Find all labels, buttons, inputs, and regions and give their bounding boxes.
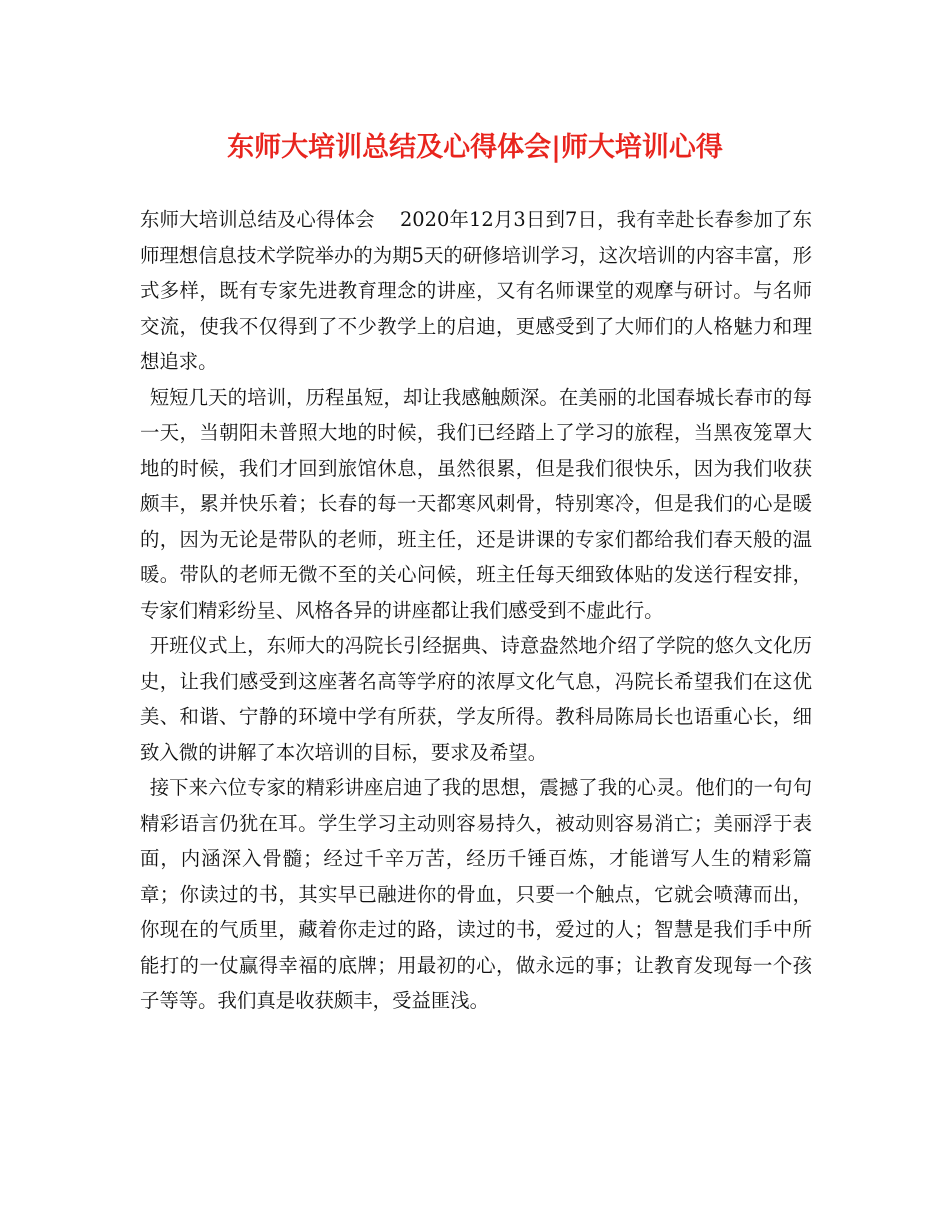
paragraph-training-experience: 短短几天的培训，历程虽短，却让我感触颇深。在美丽的北国春城长春市的每一天，当朝阳未普照大地的时候，我们已经踏上了学习的旅程，当黑夜笼罩大地的时候，我们才回到旅馆休息，虽然很累，但是我们很快乐，因为我们收获颇丰，累并快乐着；长春的每一天都寒风刺骨，特别寒冷，但是我们的心是暖的，因为无论是带队的老师，班主任，还是讲课的专家们都给我们春天般的温暖。带队的老师无微不至的关心问候，班主任每天细致体贴的发送行程安排，专家们精彩纷呈、风格各异的讲座都让我们感受到不虚此行。 — [140, 385, 812, 622]
paragraph-opening-ceremony: 开班仪式上，东师大的冯院长引经据典、诗意盎然地介绍了学院的悠久文化历史，让我们感受到这座著名高等学府的浓厚文化气息，冯院长希望我们在这优美、和谐、宁静的环境中学有所获，学友所得。教科局陈局长也语重心长，细致入微的讲解了本次培训的目标，要求及希望。 — [140, 634, 812, 764]
paragraph-intro: 东师大培训总结及心得体会 2020年12月3日到7日，我有幸赴长春参加了东师理想信息技术学院举办的为期5天的研修培训学习，这次培训的内容丰富，形式多样，既有专家先进教育理念的讲座，又有名师课堂的观摩与研讨。与名师交流，使我不仅得到了不少教学上的启迪，更感受到了大师们的人格魅力和理想追求。 — [140, 208, 812, 373]
document-body — [140, 202, 812, 1019]
document-title: 东师大培训总结及心得体会|师大培训心得 — [227, 132, 723, 163]
paragraph-expert-lectures: 接下来六位专家的精彩讲座启迪了我的思想，震撼了我的心灵。他们的一句句精彩语言仍犹在耳。学生学习主动则容易持久，被动则容易消亡；美丽浮于表面，内涵深入骨髓；经过千辛万苦，经历千锤百炼，才能谱写人生的精彩篇章；你读过的书，其实早已融进你的骨血，只要一个触点，它就会喷薄而出，你现在的气质里，藏着你走过的路，读过的书，爱过的人；智慧是我们手中所能打的一仗赢得幸福的底牌；用最初的心，做永远的事；让教育发现每一个孩子等等。我们真是收获颇丰，受益匪浅。 — [140, 776, 812, 1012]
